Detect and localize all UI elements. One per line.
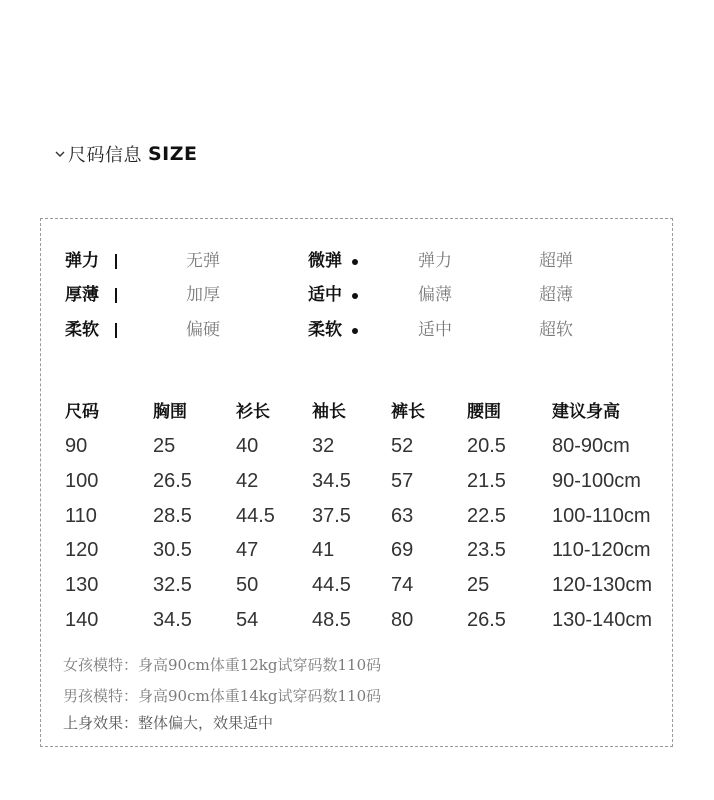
table-cell: 26.5 — [467, 609, 506, 631]
model-note-girl: 女孩模特：身高90cm体重12kg试穿码数110码 — [63, 656, 382, 674]
table-row — [41, 468, 672, 494]
table-row — [41, 607, 672, 633]
table-cell: 100-110cm — [552, 505, 651, 527]
property-label: 柔软 — [65, 320, 99, 340]
property-row-softness — [41, 318, 672, 342]
table-cell: 90 — [65, 435, 88, 457]
selected-dot-icon — [352, 259, 358, 265]
table-cell: 44.5 — [312, 574, 351, 596]
table-cell: 69 — [391, 539, 414, 561]
chevron-down-icon — [54, 148, 66, 160]
property-row-thickness — [41, 283, 672, 307]
heading-title-en: SIZE — [148, 143, 198, 165]
table-cell: 80 — [391, 609, 414, 631]
fit-effect-note: 上身效果：整体偏大，效果适中 — [63, 714, 274, 732]
table-cell: 25 — [467, 574, 490, 596]
column-header: 腰围 — [467, 402, 501, 422]
property-option-selected: 柔软 — [308, 320, 342, 340]
property-option: 无弹 — [186, 251, 220, 271]
property-label: 弹力 — [65, 251, 99, 271]
model-note-boy: 男孩模特：身高90cm体重14kg试穿码数110码 — [63, 687, 382, 705]
property-label: 厚薄 — [65, 285, 99, 305]
table-cell: 26.5 — [153, 470, 192, 492]
table-cell: 54 — [236, 609, 259, 631]
table-cell: 21.5 — [467, 470, 506, 492]
table-cell: 23.5 — [467, 539, 506, 561]
property-option-selected: 适中 — [308, 285, 342, 305]
table-cell: 47 — [236, 539, 259, 561]
table-cell: 42 — [236, 470, 259, 492]
table-cell: 63 — [391, 505, 414, 527]
table-cell: 34.5 — [312, 470, 351, 492]
property-option: 超弹 — [539, 251, 573, 271]
table-cell: 20.5 — [467, 435, 506, 457]
table-cell: 110-120cm — [552, 539, 651, 561]
property-row-elasticity — [41, 249, 672, 273]
property-option: 偏硬 — [186, 320, 220, 340]
table-cell: 32.5 — [153, 574, 192, 596]
table-cell: 80-90cm — [552, 435, 630, 457]
column-header: 胸围 — [153, 402, 187, 422]
table-cell: 34.5 — [153, 609, 192, 631]
size-info-panel — [40, 218, 673, 747]
property-option: 加厚 — [186, 285, 220, 305]
table-cell: 48.5 — [312, 609, 351, 631]
table-cell: 50 — [236, 574, 259, 596]
property-option: 适中 — [418, 320, 452, 340]
column-header: 袖长 — [312, 402, 346, 422]
size-table-header — [41, 399, 672, 425]
table-cell: 37.5 — [312, 505, 351, 527]
label-divider — [115, 288, 117, 303]
table-cell: 74 — [391, 574, 414, 596]
column-header: 裤长 — [391, 402, 425, 422]
table-row — [41, 433, 672, 459]
table-cell: 130-140cm — [552, 609, 653, 631]
heading-title-cn: 尺码信息 — [68, 145, 142, 166]
property-option: 超薄 — [539, 285, 573, 305]
table-cell: 30.5 — [153, 539, 192, 561]
property-option: 超软 — [539, 320, 573, 340]
table-cell: 110 — [65, 505, 97, 527]
table-cell: 140 — [65, 609, 99, 631]
table-cell: 41 — [312, 539, 335, 561]
table-cell: 22.5 — [467, 505, 506, 527]
table-cell: 130 — [65, 574, 99, 596]
property-option: 弹力 — [418, 251, 452, 271]
column-header: 建议身高 — [552, 402, 620, 422]
selected-dot-icon — [352, 293, 358, 299]
property-option: 偏薄 — [418, 285, 452, 305]
selected-dot-icon — [352, 328, 358, 334]
label-divider — [115, 254, 117, 269]
table-cell: 32 — [312, 435, 335, 457]
table-row — [41, 503, 672, 529]
table-row — [41, 537, 672, 563]
section-heading — [54, 140, 198, 168]
table-cell: 25 — [153, 435, 176, 457]
property-option-selected: 微弹 — [308, 251, 342, 271]
label-divider — [115, 323, 117, 338]
column-header: 衫长 — [236, 402, 270, 422]
table-cell: 90-100cm — [552, 470, 641, 492]
table-row — [41, 572, 672, 598]
table-cell: 100 — [65, 470, 99, 492]
table-cell: 44.5 — [236, 505, 275, 527]
table-cell: 57 — [391, 470, 414, 492]
table-cell: 120 — [65, 539, 99, 561]
table-cell: 52 — [391, 435, 414, 457]
column-header: 尺码 — [65, 402, 99, 422]
table-cell: 28.5 — [153, 505, 192, 527]
table-cell: 120-130cm — [552, 574, 653, 596]
table-cell: 40 — [236, 435, 259, 457]
